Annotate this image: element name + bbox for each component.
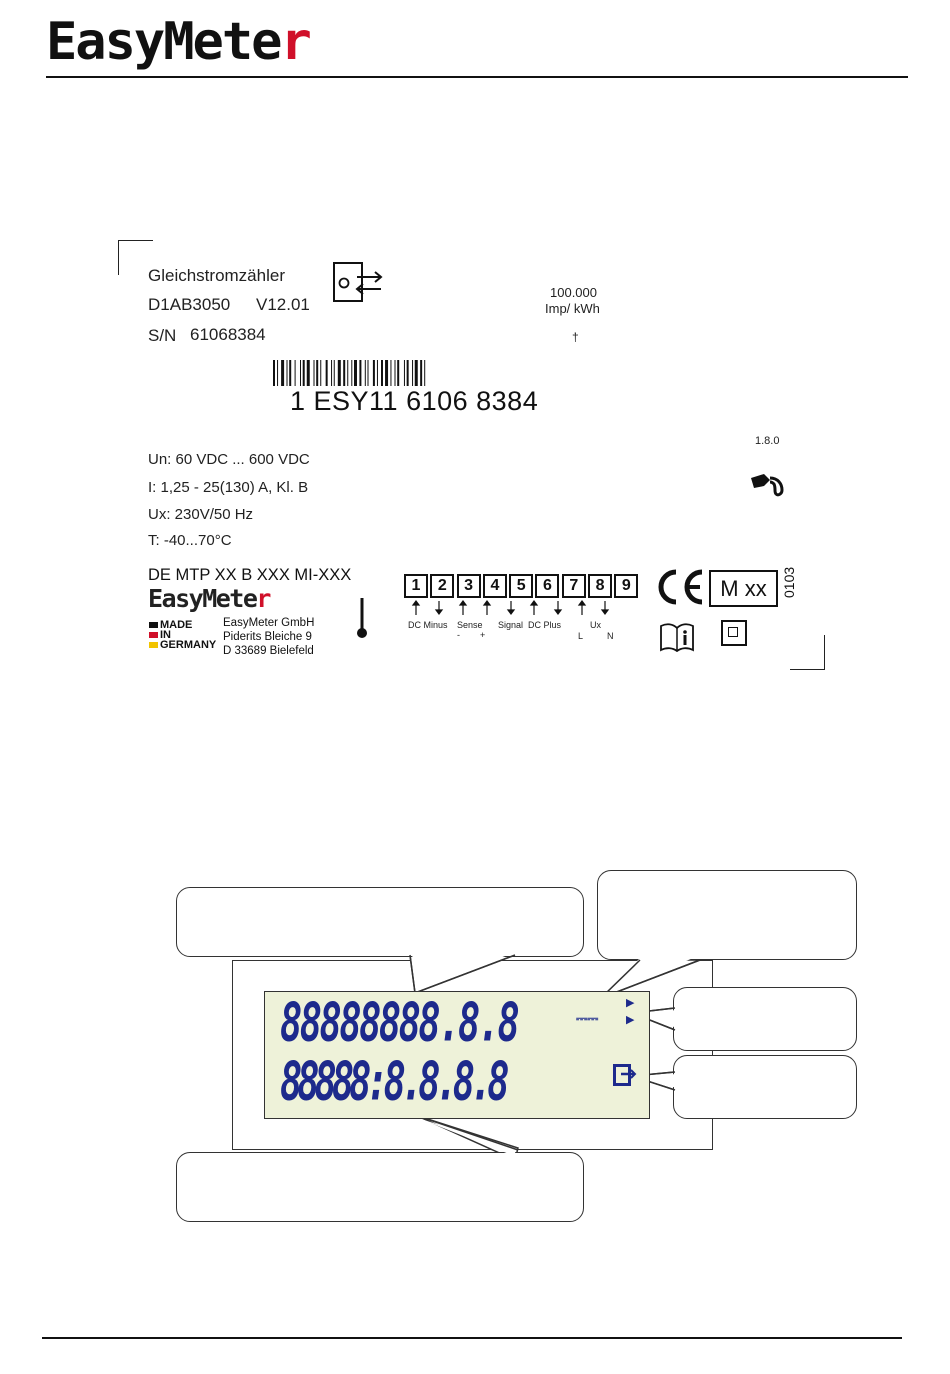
terminal-6: 6	[535, 574, 559, 598]
lcd-row-1: 88888888.8.8	[280, 991, 518, 1054]
lcd-row-2: 88888:8.8.8.8	[280, 1050, 505, 1113]
lcd-dc-symbol: ⎓⎓	[576, 1010, 599, 1026]
serial-number: 61068384	[190, 325, 266, 344]
terminal-5: 5	[509, 574, 533, 598]
label-ux: Ux	[590, 620, 601, 630]
lcd-arrow-lower: ▶	[626, 1014, 635, 1026]
model-number: D1AB3050	[148, 295, 231, 314]
label-dc-plus: DC Plus	[528, 620, 562, 630]
product-name: Gleichstromzähler	[148, 266, 285, 285]
terminal-9: 9	[614, 574, 638, 598]
label-l: L	[578, 631, 584, 641]
approval-number: DE MTP XX B XXX MI-XXX	[148, 566, 352, 584]
barcode-number: 1 ESY11 6106 8384	[290, 386, 539, 416]
led-marker: †	[572, 330, 579, 344]
company-address: EasyMeter GmbH Piderits Bleiche 9 D 33689 Bielefeld	[223, 617, 315, 657]
label-sense-minus: -	[457, 630, 460, 640]
easymeter-logo: EasyMeter	[46, 12, 310, 72]
temperature-spec: T: -40...70°C	[148, 532, 232, 549]
serial-label: S/N	[148, 326, 177, 345]
terminal-8: 8	[588, 574, 612, 598]
metrology-mark: M xx	[709, 570, 778, 607]
label-n: N	[607, 631, 614, 641]
label-dc-minus: DC Minus	[408, 620, 448, 630]
label-signal: Signal	[498, 620, 524, 630]
obis-code: 1.8.0	[755, 435, 780, 447]
label-sense: Sense	[457, 620, 483, 630]
notified-body-number: 0103	[781, 566, 797, 598]
aux-voltage-spec: Ux: 230V/50 Hz	[148, 506, 254, 523]
terminal-1: 1	[404, 574, 428, 598]
plate-logo: EasyMeter	[148, 584, 270, 613]
terminal-2: 2	[430, 574, 454, 598]
firmware-version: V12.01	[256, 295, 310, 314]
terminal-7: 7	[562, 574, 586, 598]
label-sense-plus: +	[480, 630, 486, 640]
impulse-unit: Imp/ kWh	[545, 301, 600, 316]
voltage-spec: Un: 60 VDC ... 600 VDC	[148, 451, 310, 468]
terminal-3: 3	[457, 574, 481, 598]
current-spec: I: 1,25 - 25(130) A, Kl. B	[148, 479, 309, 496]
terminal-4: 4	[483, 574, 507, 598]
impulse-constant: 100.000	[550, 285, 597, 300]
lcd-communication-icon	[613, 1064, 637, 1086]
footer-rule	[42, 1337, 902, 1339]
lcd-arrow-upper: ▶	[626, 997, 635, 1009]
made-in-germany: MADE IN GERMANY	[160, 619, 217, 651]
